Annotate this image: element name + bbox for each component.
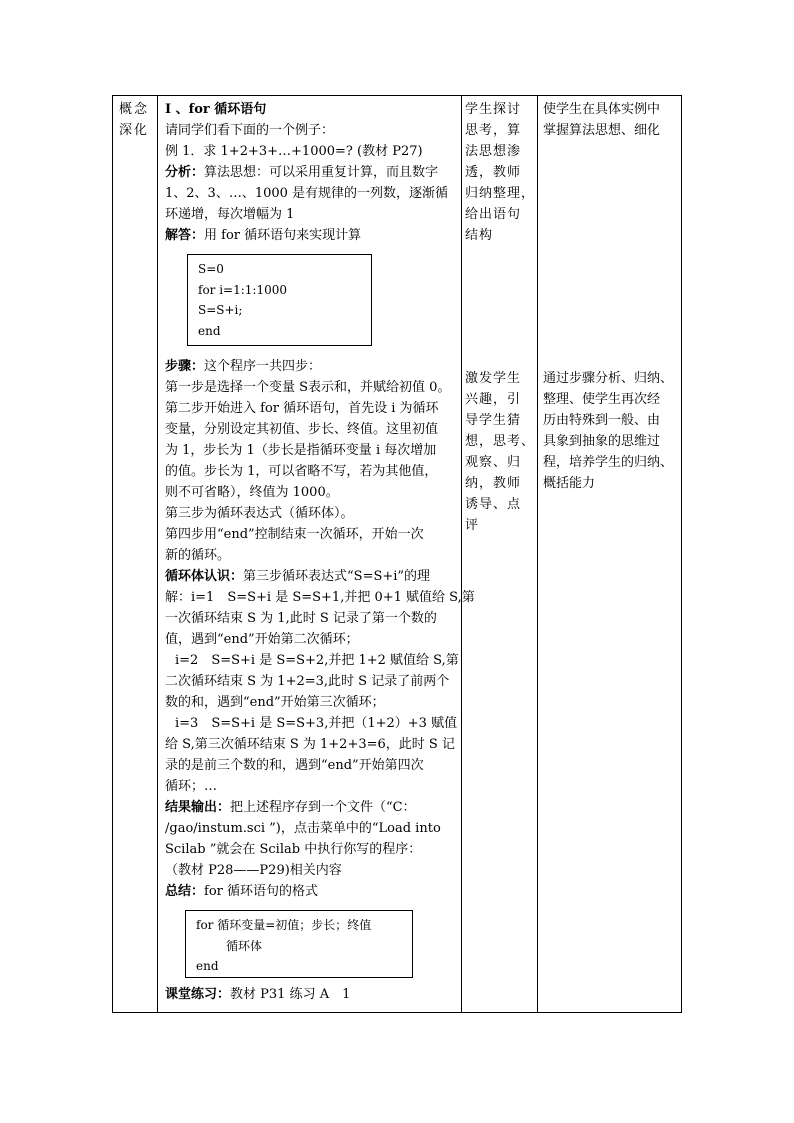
example-text: 例 1．求 1+2+3+…+1000=? (教材 P27): [165, 144, 423, 159]
activity-line: 结构: [465, 228, 494, 243]
loop-line: 给 S,第三次循环结束 S 为 1+2+3=6，此时 S 记: [165, 737, 455, 752]
intent-line: 历由特殊到一般、由: [543, 413, 661, 428]
intent-line: 掌握算法思想、细化: [543, 123, 661, 138]
column-divider: [157, 96, 158, 1012]
summary-label: 总结：: [165, 884, 205, 899]
activity-line: 兴趣，引: [465, 392, 522, 407]
syntax-line: end: [196, 959, 219, 973]
loop-label: 循环体认识：: [165, 569, 244, 584]
design-intent: [543, 99, 679, 141]
step-line: 变量，分别设定其初值、步长、终值。这里初值: [165, 422, 439, 437]
loop-line: 一次循环结束 S 为 1,此时 S 记录了第一个数的: [165, 611, 437, 626]
code-line: S=S+i;: [198, 303, 243, 317]
intent-line: 具象到抽象的思维过: [543, 434, 661, 449]
result-line: /gao/instum.sci ”)，点击菜单中的“Load into: [165, 821, 441, 836]
loop-line: 二次循环结束 S 为 1+2=3,此时 S 记录了前两个: [165, 674, 450, 689]
intent-line: 整理、使学生再次经: [543, 392, 661, 407]
activity-line: 法思想渗: [465, 144, 522, 159]
analysis-label: 分析：: [165, 165, 205, 180]
analysis-text: 算法思想：可以采用重复计算，而且数字: [204, 165, 439, 180]
design-intent: [543, 368, 679, 494]
student-activity: [465, 99, 537, 246]
answer-label: 解答：: [165, 228, 205, 243]
loop-line: 循环；…: [165, 779, 218, 794]
analysis-text: 环递增，每次增幅为 1: [165, 207, 295, 222]
activity-line: 学生探讨: [465, 102, 522, 117]
intent-line: 通过步骤分析、归纳、: [543, 371, 674, 386]
practice-label: 课堂练习：: [165, 987, 231, 1002]
intent-line: 概括能力: [543, 476, 596, 491]
intro-text: 请同学们看下面的一个例子：: [165, 123, 335, 138]
loop-line: i=3 S=S+i 是 S=S+3,并把（1+2）+3 赋值: [175, 716, 458, 731]
activity-line: 导学生猜: [465, 413, 522, 428]
activity-line: 评: [465, 518, 480, 533]
code-line: end: [198, 323, 221, 338]
activity-line: 归纳整理，: [465, 186, 536, 201]
step-line: 为 1，步长为 1（步长是指循环变量 i 每次增加: [165, 443, 437, 458]
result-line: Scilab ”就会在 Scilab 中执行你写的程序：: [165, 842, 422, 857]
step-line: 第三步为循环表达式（循环体）。: [165, 506, 354, 521]
answer-text: 用 for 循环语句来实现计算: [204, 228, 362, 243]
code-line: for i=1:1:1000: [198, 282, 288, 297]
step-line: 则不可省略），终值为 1000。: [165, 485, 339, 500]
step-line: 第一步是选择一个变量 S表示和，并赋给初值 0。: [165, 380, 451, 395]
lesson-table: [112, 95, 682, 1013]
syntax-line: for 循环变量=初值；步长；终值: [196, 918, 372, 932]
result-label: 结果输出：: [165, 800, 231, 815]
step-line: 第四步用“end”控制结束一次循环，开始一次: [165, 527, 424, 542]
section-label-line: 深化: [119, 123, 150, 138]
loop-line: 值，遇到“end”开始第二次循环；: [165, 632, 359, 647]
intent-line: 程，培养学生的归纳、: [543, 455, 674, 470]
loop-text: 第三步循环表达式“S=S+i”的理: [243, 569, 431, 584]
activity-line: 想，思考、: [465, 434, 536, 449]
code-block: [187, 254, 372, 346]
code-line: S=0: [198, 262, 224, 276]
intent-line: 使学生在具体实例中: [543, 102, 661, 117]
result-text: 把上述程序存到一个文件（“C：: [230, 800, 416, 815]
section-label-line: 概念: [119, 102, 150, 117]
summary-text: for 循环语句的格式: [204, 884, 319, 899]
loop-line: 解：i=1 S=S+i 是 S=S+1,并把 0+1 赋值给 S,第: [165, 590, 475, 605]
lesson-content: [165, 99, 475, 1005]
activity-line: 给出语句: [465, 207, 522, 222]
result-line: （教材 P28——P29)相关内容: [165, 863, 342, 878]
section-label: [119, 99, 155, 141]
syntax-line: 循环体: [226, 938, 263, 953]
activity-line: 观察、归: [465, 455, 522, 470]
syntax-block: [185, 910, 413, 978]
step-line: 的值。步长为 1，可以省略不写，若为其他值，: [165, 464, 438, 479]
student-activity: [465, 368, 537, 536]
steps-label: 步骤：: [165, 359, 205, 374]
steps-text: 这个程序一共四步：: [204, 359, 322, 374]
step-line: 第二步开始进入 for 循环语句，首先设 i 为循环: [165, 401, 439, 416]
activity-line: 激发学生: [465, 371, 522, 386]
column-divider: [537, 96, 538, 1012]
activity-line: 透，教师: [465, 165, 522, 180]
practice-text: 教材 P31 练习 A 1: [230, 987, 351, 1002]
section-title: I 、for 循环语句: [165, 102, 267, 117]
activity-line: 思考，算: [465, 123, 522, 138]
analysis-text: 1、2、3、…、1000 是有规律的一列数，逐渐循: [165, 186, 449, 201]
loop-line: i=2 S=S+i 是 S=S+2,并把 1+2 赋值给 S,第: [175, 653, 459, 668]
loop-line: 数的和，遇到“end”开始第三次循环；: [165, 695, 385, 710]
loop-line: 录的是前三个数的和，遇到“end”开始第四次: [165, 758, 424, 773]
activity-line: 纳，教师: [465, 476, 522, 491]
activity-line: 诱导、点: [465, 497, 522, 512]
step-line: 新的循环。: [165, 548, 231, 563]
